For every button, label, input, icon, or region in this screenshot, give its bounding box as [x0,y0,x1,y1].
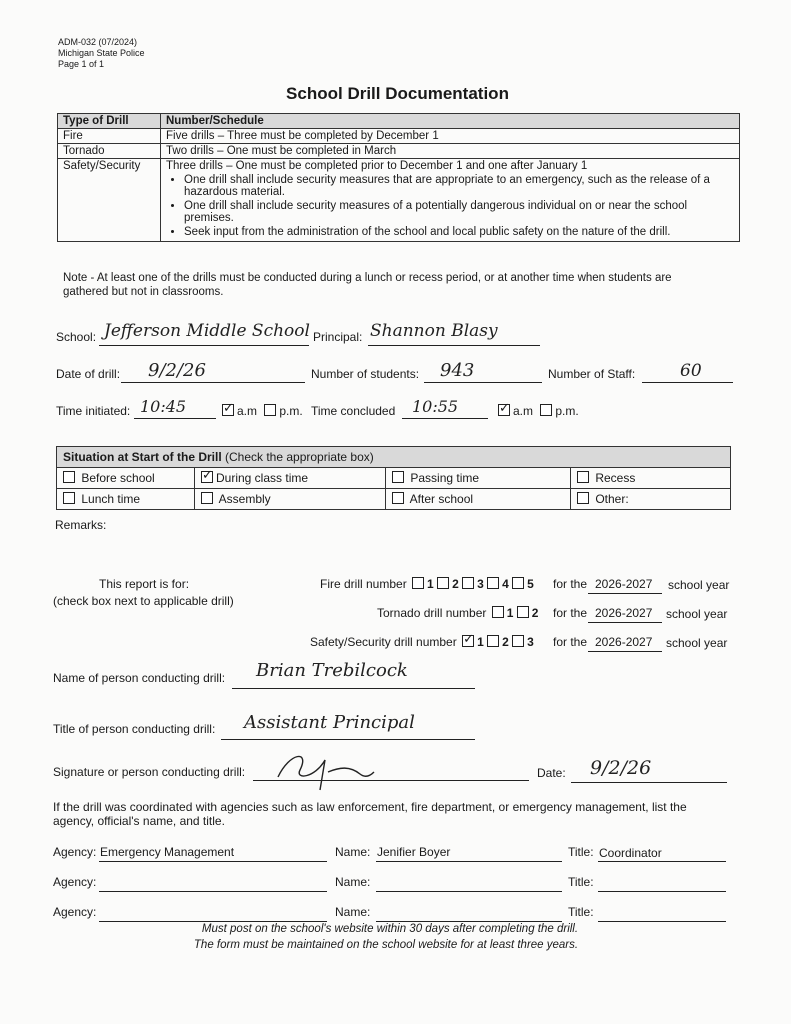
name-value[interactable]: Jenifier Boyer [377,845,451,859]
agency-label: Agency: [53,845,97,859]
name-label: Name: [335,845,371,859]
safety-1-checkbox[interactable] [462,635,474,647]
signature-label: Signature or person conducting drill: [53,765,246,779]
safety-drill-row [310,635,534,649]
option-label: Recess [595,471,636,485]
list-item: • Seek input from the administration of the school and local public safety on the nature of the drill. [184,226,734,238]
name-line [376,861,562,862]
am-label: a.m [237,404,258,418]
am-checkbox[interactable] [498,404,510,416]
date-value[interactable]: 9/2/26 [148,360,206,381]
report-for-hint: (check box next to applicable drill) [53,594,234,608]
checkbox[interactable] [201,471,213,483]
staff-field-line [642,382,733,383]
conductor-name-line [232,688,475,689]
checkbox[interactable] [63,471,75,483]
conductor-title-label: Title of person conducting drill: [53,722,216,736]
option-label: After school [409,492,474,506]
situation-option[interactable] [57,489,195,510]
am-checkbox[interactable] [222,404,234,416]
safety-school-year: school year [666,636,728,650]
conductor-name-label: Name of person conducting drill: [53,671,226,685]
checkbox[interactable] [577,471,589,483]
number-label: 2 [452,577,459,591]
option-label: During class time [216,471,309,485]
number-label: 2 [531,606,539,620]
fire-for-the: for the [553,577,588,591]
fire-4-checkbox[interactable] [487,577,499,589]
fire-1-checkbox[interactable] [412,577,424,589]
time-initiated-label: Time initiated: [56,404,131,418]
name-line[interactable] [376,921,562,922]
situation-heading-bold: Situation at Start of the Drill [63,450,222,464]
students-field-line [424,382,542,383]
safety-bullets [166,174,734,238]
checkbox[interactable] [201,492,213,504]
situation-option[interactable] [386,489,571,510]
fire-year-line [588,593,662,594]
conductor-name-value[interactable]: Brian Trebilcock [256,660,408,681]
agency-line[interactable] [99,891,327,892]
number-label: 3 [527,635,534,649]
col-header-schedule: Number/Schedule [161,114,740,129]
option-label: Lunch time [81,492,141,506]
pm-label: p.m. [279,404,303,418]
pm-label: p.m. [555,404,579,418]
table-row [58,159,740,242]
agency-line[interactable] [99,921,327,922]
safety-2-checkbox[interactable] [487,635,499,647]
list-item: • One drill shall include security measures that are appropriate to an emergency, such as the release of a hazardous material. [184,174,734,198]
option-label: Assembly [218,492,271,506]
number-label: 1 [506,606,514,620]
school-label: School: [56,330,97,344]
note-text: Note - At least one of the drills must be conducted during a lunch or recess period, or at another time when students are gathered but not in classrooms. [63,272,672,298]
time-concluded-value[interactable]: 10:55 [412,397,459,416]
drill-type: Safety/Security [58,159,161,242]
time-concluded-line [402,418,488,419]
footer-line-2: The form must be maintained on the school website for at least three years. [193,939,579,951]
situation-table [56,446,731,510]
agency-name: Michigan State Police [58,48,145,58]
time-initiated-ampm [222,404,303,418]
checkbox[interactable] [392,471,404,483]
safety-for-the: for the [553,635,588,649]
conductor-title-line [221,739,475,740]
number-label: 4 [502,577,509,591]
option-label: Before school [81,471,155,485]
safety-year: 2026-2027 [595,635,653,649]
option-label: Passing time [410,471,480,485]
drill-schedule-table [57,113,740,242]
situation-option[interactable] [195,468,386,489]
agency-line [99,861,327,862]
signature-date-label: Date: [537,766,566,780]
time-initiated-value[interactable]: 10:45 [140,397,187,416]
staff-value[interactable]: 60 [680,361,702,381]
table-row [58,129,740,144]
date-label: Date of drill: [56,367,121,381]
drill-schedule: Two drills – One must be completed in March [161,144,740,159]
form-id: ADM-032 (07/2024) [58,37,138,47]
safety-3-checkbox[interactable] [512,635,524,647]
pm-checkbox[interactable] [264,404,276,416]
staff-label: Number of Staff: [548,367,636,381]
agency-label: Agency: [53,875,97,889]
page-number: Page 1 of 1 [58,59,105,69]
number-label: 2 [502,635,509,649]
safety-year-line [588,651,662,652]
col-header-type: Type of Drill [58,114,161,129]
title-line [598,861,726,862]
am-label: a.m [513,404,534,418]
principal-field-line [368,345,540,346]
title-line[interactable] [598,891,726,892]
drill-schedule: Three drills – One must be completed prior to December 1 and one after January 1 [166,160,588,172]
checkbox[interactable] [392,492,404,504]
situation-option[interactable] [195,489,386,510]
option-label: Other: [595,492,629,506]
signature-date-value[interactable]: 9/2/26 [590,757,652,779]
fire-school-year: school year [668,578,730,592]
tornado-drill-row [377,606,538,620]
school-value[interactable]: Jefferson Middle School [104,321,310,341]
report-for-label: This report is for: [99,577,190,591]
name-label: Name: [335,875,371,889]
coordination-text: If the drill was coordinated with agencies such as law enforcement, fire department, or emergency management, list the agency, official's name, and title. [53,800,687,828]
time-concluded-ampm [498,404,579,418]
checkbox[interactable] [63,492,75,504]
principal-value[interactable]: Shannon Blasy [370,321,498,341]
name-line[interactable] [376,891,562,892]
school-field-line [99,345,309,346]
list-item: • One drill shall include security measures of a potentially dangerous individual on or near the school premises. [184,200,734,224]
situation-option[interactable] [571,468,731,489]
agency-label: Agency: [53,905,97,919]
situation-option[interactable] [57,468,195,489]
tornado-year: 2026-2027 [595,606,653,620]
drill-schedule: Five drills – Three must be completed by December 1 [161,129,740,144]
students-label: Number of students: [311,367,420,381]
tornado-1-checkbox[interactable] [492,606,504,618]
number-label: 3 [477,577,484,591]
tornado-school-year: school year [666,607,728,621]
signature-date-line [571,782,727,783]
conductor-title-value[interactable]: Assistant Principal [244,712,415,733]
fire-year: 2026-2027 [595,577,653,591]
title-value[interactable]: Coordinator [599,846,662,860]
situation-option[interactable] [386,468,571,489]
fire-5-checkbox[interactable] [512,577,524,589]
tornado-for-the: for the [553,606,588,620]
tornado-year-line [588,622,662,623]
name-label: Name: [335,905,371,919]
footer-line-1: Must post on the school's website within 30 days after completing the drill. [201,923,579,935]
number-label: 1 [427,577,434,591]
students-value[interactable]: 943 [440,360,475,381]
checkbox[interactable] [577,492,589,504]
number-label: 5 [527,577,534,591]
tornado-drill-label: Tornado drill number [377,606,487,620]
drill-schedule-cell [161,159,740,242]
situation-heading-rest: (Check the appropriate box) [221,450,374,464]
fire-3-checkbox[interactable] [462,577,474,589]
title-label: Title: [568,905,594,919]
title-line[interactable] [598,921,726,922]
situation-option[interactable] [571,489,731,510]
safety-drill-label: Safety/Security drill number [310,635,457,649]
signature-mark [270,742,380,794]
fire-drill-row [320,577,534,591]
drill-type: Fire [58,129,161,144]
tornado-2-checkbox[interactable] [517,606,529,618]
time-concluded-label: Time concluded [311,404,396,418]
remarks-label: Remarks: [55,518,107,532]
title-label: Title: [568,845,594,859]
pm-checkbox[interactable] [540,404,552,416]
drill-type: Tornado [58,144,161,159]
date-field-line [121,382,305,383]
fire-2-checkbox[interactable] [437,577,449,589]
time-initiated-line [134,418,216,419]
page-title: School Drill Documentation [286,84,509,103]
agency-value[interactable]: Emergency Management [100,845,235,859]
principal-label: Principal: [313,330,363,344]
table-row [58,144,740,159]
fire-drill-label: Fire drill number [320,577,407,591]
number-label: 1 [477,635,484,649]
title-label: Title: [568,875,594,889]
situation-heading [57,447,731,468]
